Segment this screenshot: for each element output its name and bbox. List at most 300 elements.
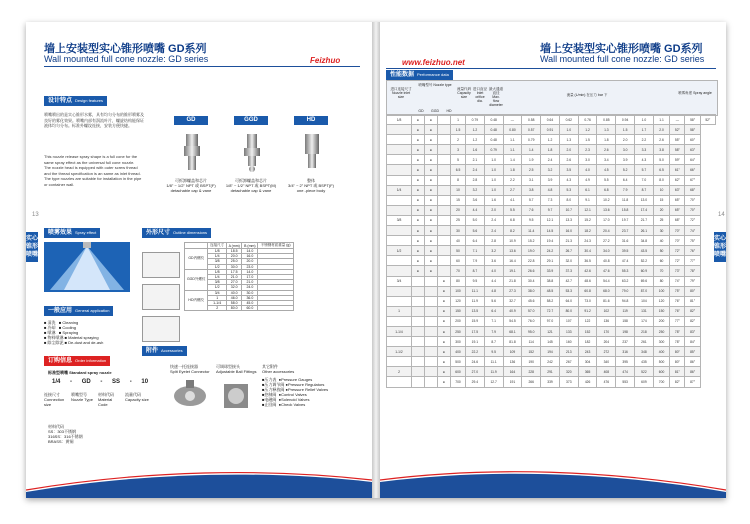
table-cell: 3.6	[484, 256, 503, 266]
table-cell: 3.0	[578, 155, 597, 165]
table-cell: 32.7	[503, 296, 522, 306]
table-cell: 2.1	[466, 155, 485, 165]
table-cell: ●	[438, 276, 451, 286]
nozzle-gd-icon	[182, 134, 202, 172]
table-cell: 4.9	[578, 175, 597, 185]
table-cell: 10	[451, 185, 466, 195]
table-cell: 400	[653, 347, 669, 357]
table-cell: 77°	[670, 316, 685, 326]
table-cell: 609	[635, 377, 654, 387]
table-cell: 266	[522, 377, 541, 387]
table-cell: ●	[412, 205, 425, 215]
table-cell: 9.5	[466, 276, 485, 286]
table-cell: 340	[597, 357, 616, 367]
table-cell: 70°	[685, 195, 700, 205]
table-cell	[387, 296, 412, 306]
table-cell: 95.0	[522, 326, 541, 336]
table-cell: 63°	[670, 185, 685, 195]
order-fields: 连接尺寸 Connection size 喷嘴型号 Nozzle Type 材料代码 Material Code 流量代码 Capacity size	[44, 392, 149, 407]
table-row	[387, 205, 716, 215]
table-cell: ●	[438, 316, 451, 326]
website-url: www.feizhuo.net	[402, 58, 465, 67]
table-cell: 32.0	[559, 256, 578, 266]
table-cell: 136	[503, 357, 522, 367]
page-number-right: 14	[718, 212, 725, 218]
table-cell: 19.1	[503, 266, 522, 276]
table-cell: 4.0	[484, 266, 503, 276]
table-cell: 2.0	[616, 135, 635, 145]
header-rule	[44, 66, 360, 67]
table-cell: 53.3	[559, 286, 578, 296]
table-cell	[387, 377, 412, 387]
table-cell	[412, 296, 425, 306]
table-cell	[412, 377, 425, 387]
table-cell: 136	[597, 316, 616, 326]
table-cell: 43.5	[635, 246, 654, 256]
table-cell: 11.1	[484, 357, 503, 367]
table-cell: 66°	[685, 165, 700, 175]
table-cell: 0.64	[541, 115, 560, 125]
table-cell: 20.4	[597, 226, 616, 236]
table-cell: 300	[653, 337, 669, 347]
table-cell: 170	[597, 326, 616, 336]
table-cell: 15.2	[522, 236, 541, 246]
table-cell: 17.5	[466, 326, 485, 336]
table-cell: 3.9	[616, 155, 635, 165]
table-cell: 700	[653, 377, 669, 387]
table-cell	[438, 256, 451, 266]
table-cell: 2.0	[484, 205, 503, 215]
table-cell: 160	[559, 337, 578, 347]
table-cell: 48.6	[578, 276, 597, 286]
table-cell: 5.5	[503, 205, 522, 215]
table-cell: 10.2	[597, 195, 616, 205]
right-title-zh: 墙上安装型实心锥形喷嘴 GD系列	[540, 43, 703, 55]
table-cell: 97.0	[541, 316, 560, 326]
table-cell: 30.4	[578, 246, 597, 256]
table-cell	[438, 226, 451, 236]
table-cell: 26.1	[635, 226, 654, 236]
table-cell: ●	[425, 175, 438, 185]
table-cell: 3/8	[387, 215, 412, 225]
accessories-heading: 附件 Accessories	[142, 346, 187, 356]
table-cell: 94.8	[616, 296, 635, 306]
table-cell	[425, 357, 438, 367]
table-row	[387, 185, 716, 195]
table-cell: 80	[451, 276, 466, 286]
table-cell: 2.4	[466, 165, 485, 175]
table-cell: 1.2	[578, 125, 597, 135]
table-cell: 3.4	[597, 155, 616, 165]
table-cell: ●	[412, 195, 425, 205]
table-cell: 0.80	[503, 125, 522, 135]
table-cell: ●	[425, 215, 438, 225]
table-cell	[387, 165, 412, 175]
table-cell: 58°	[670, 145, 685, 155]
table-cell: 2.5	[522, 165, 541, 175]
table-cell: 30.4	[522, 276, 541, 286]
dimension-drawing-gd	[142, 252, 180, 278]
table-cell: 474	[616, 367, 635, 377]
table-cell: 76.0	[522, 316, 541, 326]
table-cell: 5.0	[653, 155, 669, 165]
table-cell: 15	[451, 195, 466, 205]
table-cell: 10.9	[503, 236, 522, 246]
model-hd-desc: 整体 3/4" ~ 2" NPT 或 BSPT(F) one -piece body	[288, 178, 334, 193]
table-cell: 250	[653, 326, 669, 336]
table-cell: 68.1	[503, 326, 522, 336]
table-cell	[387, 226, 412, 236]
table-cell	[412, 276, 425, 286]
table-row	[387, 226, 716, 236]
table-cell: 120	[451, 296, 466, 306]
table-cell: 23.7	[616, 226, 635, 236]
table-cell: 500	[451, 357, 466, 367]
accessory-split-eyelet: 快速一托连接器 Split Eyelet Connector	[170, 364, 210, 374]
table-cell: 52.2	[635, 256, 654, 266]
table-cell: 19.1	[466, 337, 485, 347]
table-cell	[438, 165, 451, 175]
table-cell: 26.6	[522, 266, 541, 276]
table-cell: 600	[653, 367, 669, 377]
table-cell: ●	[425, 155, 438, 165]
table-cell: ●	[412, 115, 425, 125]
table-cell: 74°	[670, 276, 685, 286]
table-cell: ●	[438, 296, 451, 306]
table-cell: 70°	[670, 226, 685, 236]
table-cell: 3.5	[559, 165, 578, 175]
table-cell: 1.0	[484, 175, 503, 185]
table-cell: 408	[597, 367, 616, 377]
table-cell: 3.9	[541, 175, 560, 185]
table-cell: 39.5	[616, 246, 635, 256]
table-cell: 87.0	[635, 286, 654, 296]
table-cell: 63°	[685, 145, 700, 155]
table-cell: 9.1	[578, 195, 597, 205]
table-row	[387, 256, 716, 266]
table-cell: 76°	[670, 296, 685, 306]
table-cell: 104	[635, 296, 654, 306]
table-cell: ●	[412, 246, 425, 256]
table-row	[387, 296, 716, 306]
table-cell: 476	[597, 377, 616, 387]
table-row	[387, 316, 716, 326]
features-text-en: This nozzle release spray shape is a full cone for the same spray effect as the universal full cone nozzle. The nozzle head is equipped with outer screw thread and the thread specification is an same as inlet thread. The type nozzles are suitable for installation in the pipe or container wall.	[44, 154, 142, 187]
table-cell: 7.9	[484, 326, 503, 336]
table-row	[387, 215, 716, 225]
table-cell: 63.2	[616, 276, 635, 286]
table-cell: 73.0	[578, 296, 597, 306]
spray-effect-heading: 喷雾效果 Spray effect	[44, 228, 100, 238]
table-cell: 15.8	[616, 205, 635, 215]
table-row	[387, 306, 716, 316]
left-title-en: Wall mounted full cone nozzle: GD series	[44, 54, 209, 64]
table-cell: 12.1	[541, 215, 560, 225]
table-cell: ●	[425, 236, 438, 246]
table-cell: 27.2	[597, 236, 616, 246]
table-cell: ●	[425, 226, 438, 236]
table-cell: 1.2	[541, 135, 560, 145]
table-cell: 40.9	[503, 306, 522, 316]
table-cell: 1/8	[387, 115, 412, 125]
table-cell: 320	[559, 367, 578, 377]
table-cell: 291	[541, 367, 560, 377]
table-cell: 8.0	[559, 195, 578, 205]
table-cell: 81.8	[503, 337, 522, 347]
table-cell: 10.7	[559, 205, 578, 215]
table-cell: 20	[653, 205, 669, 215]
table-cell: 700	[451, 377, 466, 387]
table-cell: 5.6	[466, 226, 485, 236]
table-cell: 57.0	[522, 306, 541, 316]
table-cell: 69.6	[635, 276, 654, 286]
table-cell: 553	[616, 377, 635, 387]
table-row	[387, 377, 716, 387]
table-cell: 261	[635, 337, 654, 347]
table-cell: 242	[541, 357, 560, 367]
table-cell: 243	[578, 347, 597, 357]
table-cell	[438, 135, 451, 145]
table-row	[387, 357, 716, 367]
table-cell	[438, 236, 451, 246]
table-cell: 5.6	[484, 296, 503, 306]
table-cell: ●	[425, 195, 438, 205]
table-cell: 5.7	[522, 195, 541, 205]
table-cell: 0.48	[484, 125, 503, 135]
table-cell: 65°	[670, 205, 685, 215]
table-cell: 55°	[670, 135, 685, 145]
table-row	[387, 347, 716, 357]
table-cell: 1.2	[466, 125, 485, 135]
table-cell: ●	[425, 115, 438, 125]
table-cell: 174	[635, 316, 654, 326]
page-number-left: 13	[32, 212, 39, 218]
table-cell	[438, 195, 451, 205]
table-cell: 1.0	[484, 185, 503, 195]
table-cell: 64°	[685, 155, 700, 165]
table-cell	[412, 347, 425, 357]
table-cell: 6.4	[616, 175, 635, 185]
table-cell: 145	[541, 337, 560, 347]
table-cell: 22.2	[466, 347, 485, 357]
table-cell	[438, 215, 451, 225]
table-cell: 76°	[670, 306, 685, 316]
table-cell: 75°	[685, 236, 700, 246]
table-cell: 200	[451, 316, 466, 326]
table-cell: 8.2	[503, 226, 522, 236]
table-cell: ●	[425, 145, 438, 155]
table-cell	[438, 145, 451, 155]
table-cell: 67°	[685, 175, 700, 185]
table-cell	[438, 246, 451, 256]
table-cell: 5	[451, 155, 466, 165]
performance-table	[386, 114, 716, 388]
table-cell: 45.6	[522, 296, 541, 306]
table-cell: 7.9	[466, 256, 485, 266]
table-cell: 73°	[670, 266, 685, 276]
table-cell	[387, 337, 412, 347]
table-cell: 10	[653, 185, 669, 195]
table-cell: 9.5	[522, 215, 541, 225]
table-cell: 2.4	[541, 155, 560, 165]
table-cell: 9.5	[484, 347, 503, 357]
table-cell: 5.2	[616, 165, 635, 175]
table-cell: 400	[451, 347, 466, 357]
table-cell: 0.48	[484, 135, 503, 145]
table-cell: 14.5	[541, 226, 560, 236]
table-cell: 3.0	[616, 145, 635, 155]
dimension-drawing-hd	[142, 316, 180, 342]
table-cell: 17.4	[635, 205, 654, 215]
table-cell: 0.79	[466, 115, 485, 125]
table-cell: 72°	[670, 256, 685, 266]
table-cell: 68°	[685, 185, 700, 195]
table-cell: 11.8	[616, 195, 635, 205]
table-cell: 18.2	[578, 226, 597, 236]
table-cell: 198	[616, 326, 635, 336]
table-cell: 120	[653, 296, 669, 306]
split-eyelet-icon	[170, 378, 210, 414]
table-cell: 133	[559, 326, 578, 336]
table-cell: 16.4	[503, 256, 522, 266]
table-cell: 218	[635, 326, 654, 336]
table-cell: 80°	[685, 286, 700, 296]
table-cell: ●	[438, 377, 451, 387]
table-cell: 100	[653, 286, 669, 296]
table-cell: 435	[635, 357, 654, 367]
nozzle-ggd-icon	[242, 134, 262, 172]
right-page-footer-swoosh	[380, 462, 726, 498]
table-cell: 5.3	[559, 185, 578, 195]
accessory-other: 其它附件 Other accessories	[262, 364, 295, 374]
table-cell: ●	[438, 286, 451, 296]
table-cell: 38.0	[522, 286, 541, 296]
table-cell: 3.2	[541, 165, 560, 175]
table-cell: 2.6	[559, 155, 578, 165]
table-cell	[412, 337, 425, 347]
table-cell: 84°	[685, 337, 700, 347]
table-cell: 1.0	[559, 125, 578, 135]
table-cell: 58.2	[541, 296, 560, 306]
table-cell: 42.7	[559, 276, 578, 286]
table-cell: 4.4	[466, 205, 485, 215]
table-cell: 1.5	[578, 135, 597, 145]
table-cell: 4.1	[503, 195, 522, 205]
table-cell: 8.7	[466, 266, 485, 276]
table-cell	[412, 306, 425, 316]
model-label-ggd: GGD	[234, 116, 268, 125]
table-cell: 59°	[670, 155, 685, 165]
table-cell: 190	[522, 357, 541, 367]
table-cell: 26.7	[559, 246, 578, 256]
table-cell: 22.8	[522, 256, 541, 266]
table-cell: 25	[653, 215, 669, 225]
table-cell: ●	[412, 266, 425, 276]
table-row	[387, 135, 716, 145]
table-cell: 267	[559, 357, 578, 367]
table-cell: 80	[653, 276, 669, 286]
table-cell: 2	[387, 367, 412, 377]
table-cell	[425, 377, 438, 387]
table-cell: 339	[541, 377, 560, 387]
table-cell: 4.3	[559, 175, 578, 185]
table-cell: 6.8	[503, 215, 522, 225]
table-cell: 0.85	[597, 115, 616, 125]
table-row	[387, 326, 716, 336]
table-cell: —	[503, 115, 522, 125]
table-cell: 2.7	[503, 185, 522, 195]
table-cell: 64.0	[559, 296, 578, 306]
table-cell: 6.5	[451, 165, 466, 175]
table-cell: 82°	[685, 306, 700, 316]
table-cell	[425, 326, 438, 336]
table-cell: 3.8	[653, 145, 669, 155]
table-cell: 30	[653, 226, 669, 236]
table-cell: 79.0	[616, 286, 635, 296]
table-cell: 8.7	[484, 337, 503, 347]
side-tab-left: 实心锥形喷嘴	[26, 232, 38, 262]
table-cell: 204	[597, 337, 616, 347]
table-cell: 68°	[670, 215, 685, 225]
header-rule-right	[386, 68, 716, 69]
table-cell: 60.8	[578, 286, 597, 296]
spine	[372, 22, 380, 498]
table-cell: 6.8	[597, 185, 616, 195]
right-page	[380, 22, 726, 498]
table-cell: 11.4	[522, 226, 541, 236]
table-cell	[425, 347, 438, 357]
table-cell: 1.8	[503, 165, 522, 175]
table-cell: 65°	[670, 195, 685, 205]
table-cell: 42.6	[578, 266, 597, 276]
table-cell	[425, 306, 438, 316]
table-cell: 102	[597, 306, 616, 316]
table-cell: ●	[412, 175, 425, 185]
table-row	[387, 155, 716, 165]
table-cell: 85°	[685, 347, 700, 357]
model-label-gd: GD	[174, 116, 208, 125]
material-codes: 材料代码 SS：303不锈钢 316SS：316不锈钢 BRASS：黄铜	[48, 424, 83, 444]
table-cell: 24.2	[541, 246, 560, 256]
table-cell: 1.7	[635, 125, 654, 135]
table-cell: 58°	[685, 125, 700, 135]
table-cell: 86°	[685, 357, 700, 367]
table-cell	[412, 286, 425, 296]
table-cell: 131	[635, 306, 654, 316]
table-cell	[438, 205, 451, 215]
table-cell: 1.6	[466, 145, 485, 155]
table-cell: 13.6	[503, 246, 522, 256]
table-cell: 1.8	[541, 145, 560, 155]
table-cell: ●	[412, 135, 425, 145]
table-cell: 121	[541, 326, 560, 336]
table-cell: 21.3	[559, 236, 578, 246]
table-cell: 13.3	[559, 215, 578, 225]
table-cell: 272	[597, 347, 616, 357]
table-cell: 0.79	[484, 145, 503, 155]
table-cell: 78°	[670, 337, 685, 347]
table-cell: 6.5	[653, 165, 669, 175]
table-cell: 2.2	[635, 135, 654, 145]
table-cell: 2.2	[503, 175, 522, 185]
table-cell: 54.5	[503, 316, 522, 326]
table-row	[387, 367, 716, 377]
table-cell: 3.1	[522, 175, 541, 185]
table-cell: 4.5	[597, 165, 616, 175]
table-cell: 40	[653, 236, 669, 246]
table-cell: 52°	[670, 125, 685, 135]
table-cell: 3	[451, 145, 466, 155]
